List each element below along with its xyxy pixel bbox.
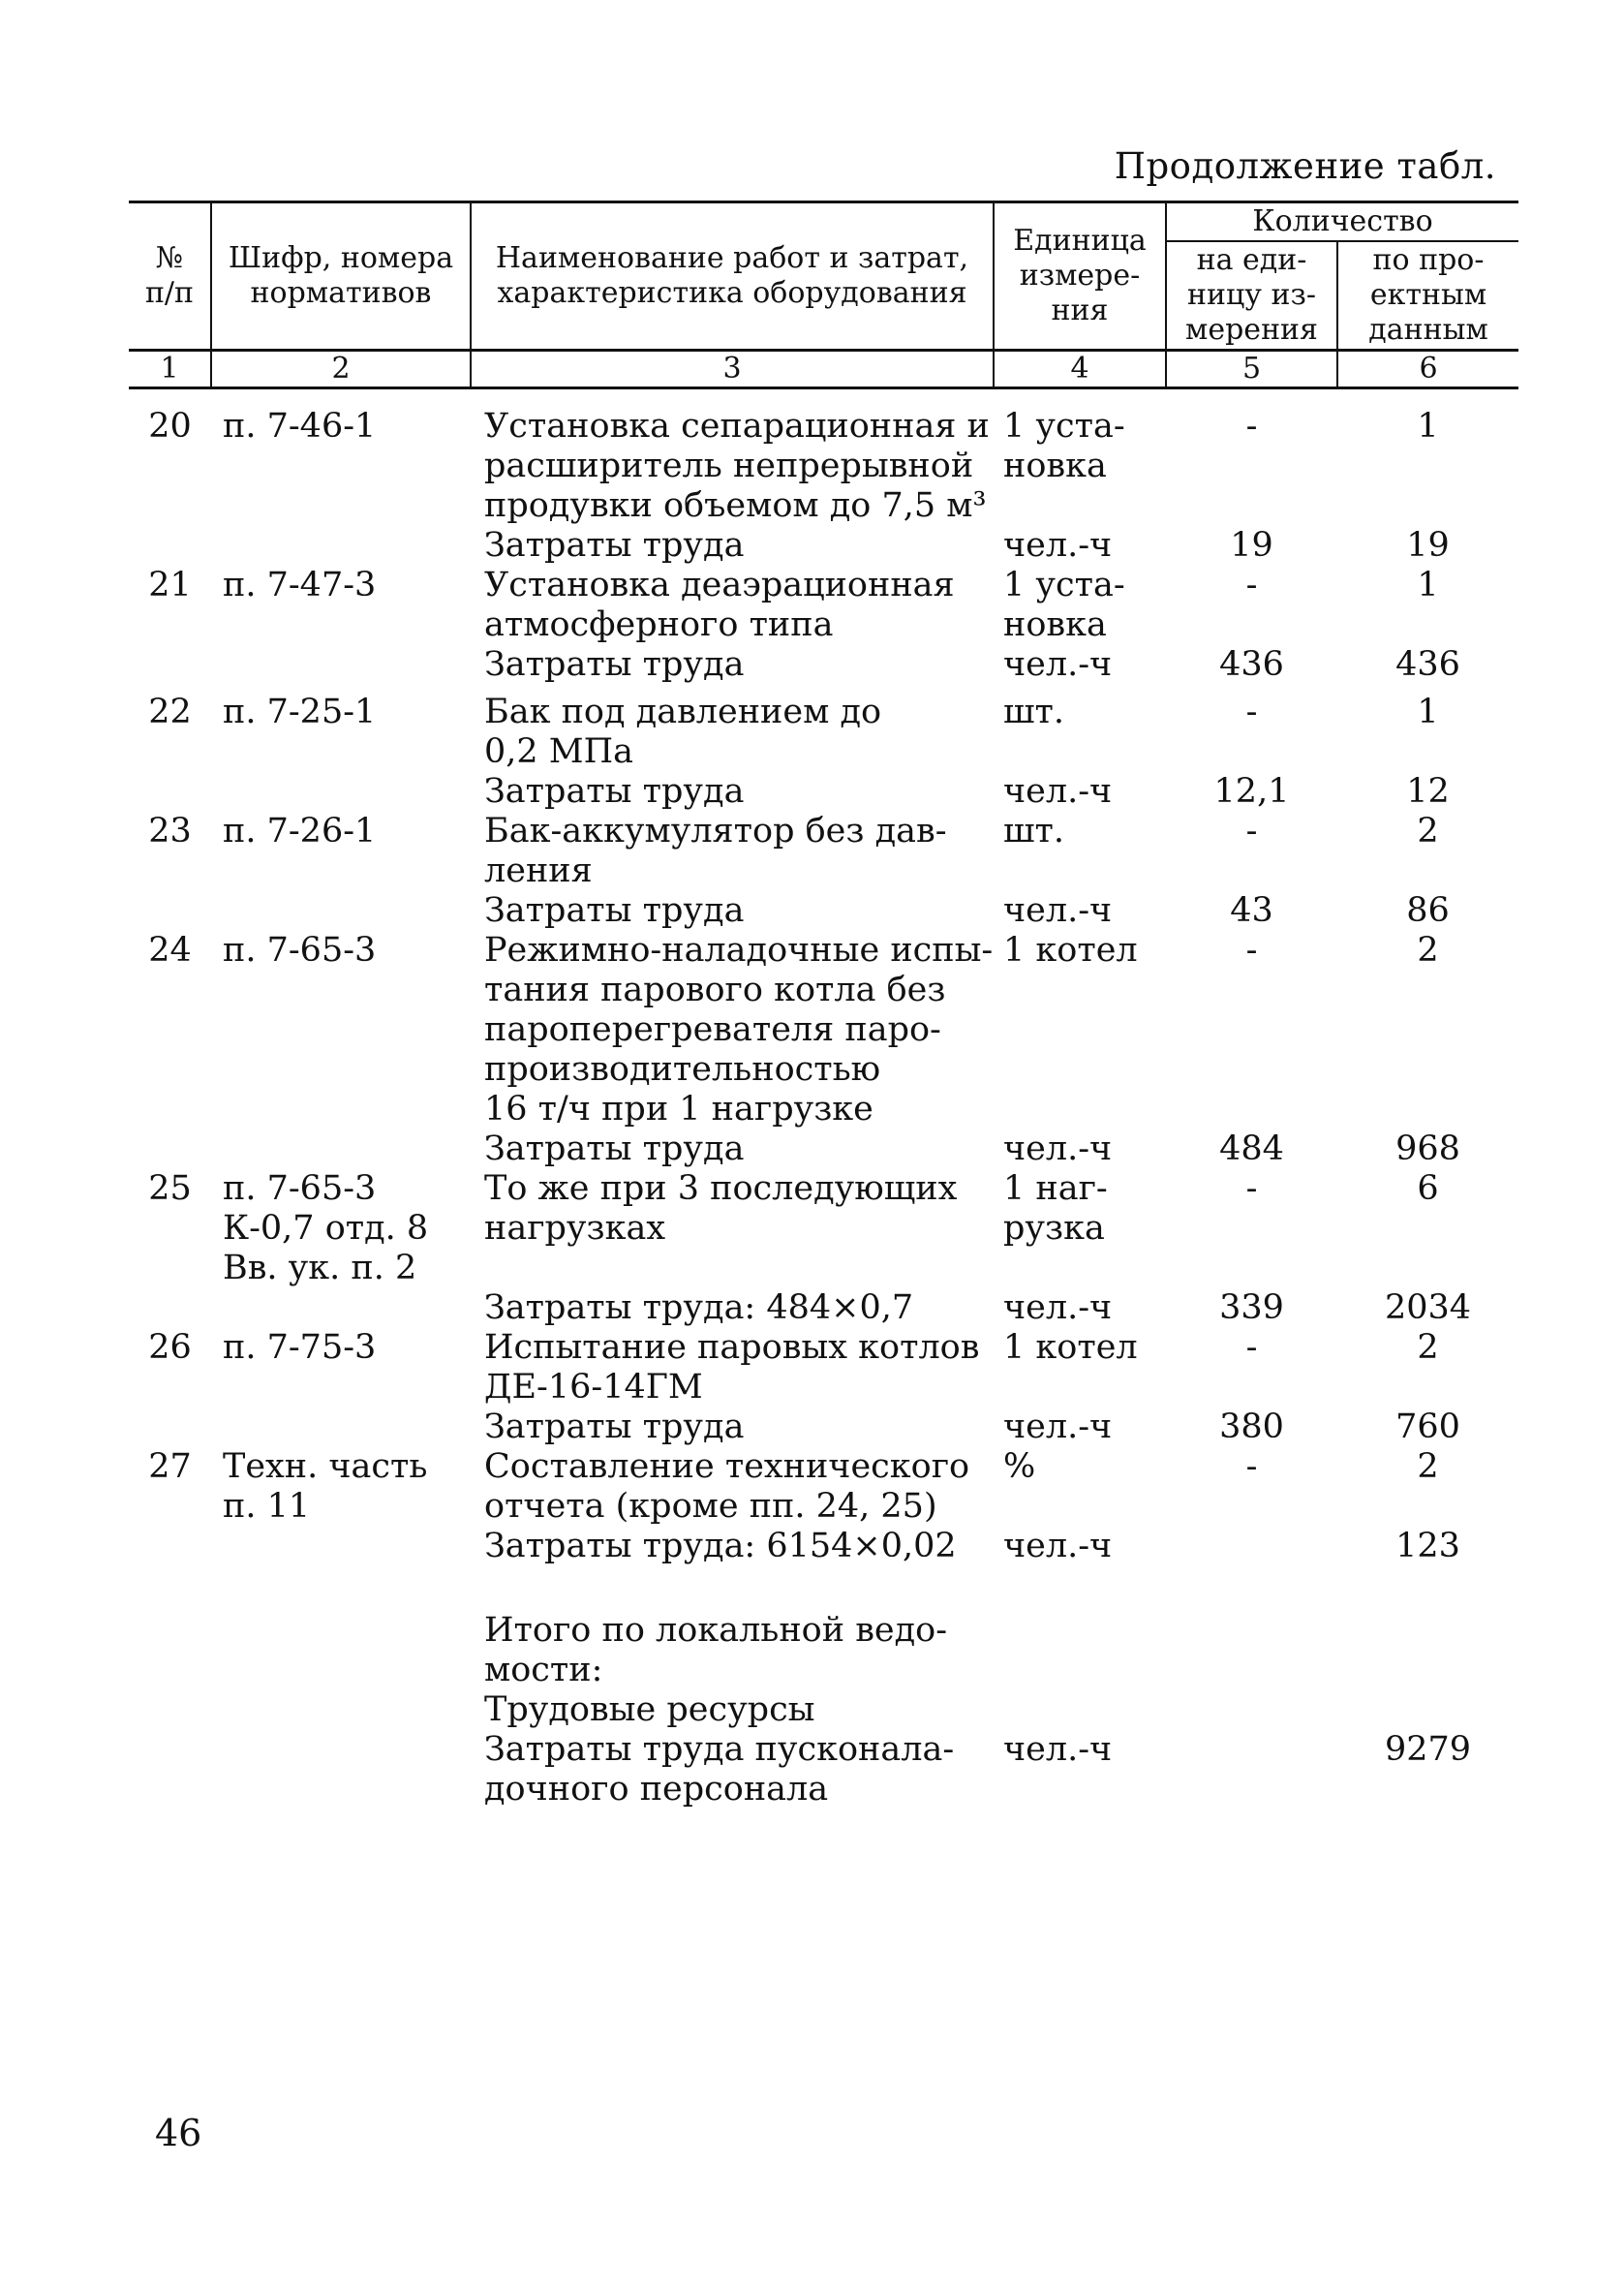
row-project: 6 <box>1417 1169 1439 1208</box>
row-unit-line: новка <box>1003 447 1107 485</box>
row-name-line: Затраты труда <box>484 645 745 684</box>
table-row <box>129 1447 1518 1527</box>
row-name-line: Затраты труда: 6154×0,02 <box>484 1527 957 1565</box>
row-name-line: Затраты труда <box>484 891 745 930</box>
row-number: 20 <box>148 407 192 446</box>
row-name-line: Затраты труда <box>484 1129 745 1168</box>
row-name-line: Режимно-наладочные испы- <box>484 931 994 970</box>
row-per-unit: - <box>1245 693 1258 731</box>
row-project: 9279 <box>1384 1730 1472 1769</box>
row-project: 2034 <box>1384 1288 1472 1327</box>
header-line: ектным <box>1369 278 1487 312</box>
row-name-line: Затраты труда пусконала- <box>484 1730 955 1769</box>
row-unit-line: чел.-ч <box>1003 891 1113 930</box>
row-code <box>211 1288 471 1328</box>
row-code-line: п. 7-65-3 <box>223 1169 377 1208</box>
row-unit-line: шт. <box>1003 812 1065 851</box>
row-number: 25 <box>148 1169 192 1208</box>
row-code-line: К-0,7 отд. 8 <box>223 1209 429 1248</box>
row-unit-line: чел.-ч <box>1003 1129 1113 1168</box>
table-row <box>129 526 1518 566</box>
row-name-line: отчета (кроме пп. 24, 25) <box>484 1487 937 1526</box>
table-row <box>129 1169 1518 1288</box>
row-name-line: Установка деаэрационная <box>484 566 955 604</box>
row-name-line: ДЕ-16-14ГМ <box>484 1368 703 1407</box>
row-unit-line: чел.-ч <box>1003 1730 1113 1769</box>
row-per-unit: - <box>1245 566 1258 604</box>
row-name <box>471 566 994 645</box>
row-number: 22 <box>148 693 192 731</box>
row-per-unit: 12,1 <box>1213 772 1290 811</box>
row-unit-line: чел.-ч <box>1003 1288 1113 1327</box>
row-name <box>471 1328 994 1407</box>
row-per-unit <box>1166 1527 1337 1566</box>
row-unit <box>994 566 1166 645</box>
row-name <box>471 1730 994 1810</box>
row-code <box>211 1129 471 1169</box>
row-project: 123 <box>1395 1527 1460 1565</box>
row-name-line: Трудовые ресурсы <box>484 1690 815 1729</box>
row-per-unit: 484 <box>1219 1129 1284 1168</box>
table-row <box>129 772 1518 812</box>
table-row <box>129 685 1518 772</box>
row-name-line: пароперегревателя паро- <box>484 1010 941 1049</box>
row-unit <box>994 812 1166 891</box>
row-number: 27 <box>148 1447 192 1486</box>
table-row <box>129 1527 1518 1566</box>
row-project: 1 <box>1417 407 1439 446</box>
row-name-line: Испытание паровых котлов <box>484 1328 980 1367</box>
row-code <box>211 812 471 891</box>
row-number: 21 <box>148 566 192 604</box>
row-code <box>211 685 471 772</box>
row-name-line: То же при 3 последующих <box>484 1169 958 1208</box>
header-number-6: 6 <box>1337 351 1518 388</box>
table-row <box>129 931 1518 1129</box>
row-name-line: 0,2 МПа <box>484 732 634 771</box>
row-unit <box>994 772 1166 812</box>
row-name <box>471 812 994 891</box>
row-unit-line: рузка <box>1003 1209 1105 1248</box>
row-number <box>129 891 211 931</box>
row-code <box>211 1447 471 1527</box>
row-name <box>471 685 994 772</box>
row-unit <box>994 526 1166 566</box>
header-line: ницу из- <box>1187 278 1316 312</box>
header-project <box>1337 241 1518 351</box>
row-code <box>211 931 471 1129</box>
row-name-line: расширитель непрерывной <box>484 447 974 485</box>
header-line: измере- <box>1019 259 1141 293</box>
row-number: 24 <box>148 931 192 970</box>
row-unit <box>994 645 1166 685</box>
row-number: 23 <box>148 812 192 851</box>
header-line: мерения <box>1185 313 1318 347</box>
row-name <box>471 1566 994 1730</box>
row-name-line: нагрузках <box>484 1209 666 1248</box>
row-number <box>129 1730 211 1810</box>
row-project <box>1337 1566 1518 1730</box>
row-project: 1 <box>1417 693 1439 731</box>
header-unit <box>994 202 1166 351</box>
row-code-line: п. 7-47-3 <box>223 566 377 604</box>
row-project: 19 <box>1406 526 1450 565</box>
row-name-line: мости: <box>484 1651 603 1689</box>
row-code <box>211 1328 471 1407</box>
row-name-line: Затраты труда <box>484 772 745 811</box>
header-number-1: 1 <box>129 351 211 388</box>
row-name-line: Затраты труда <box>484 1407 745 1446</box>
row-unit-line: шт. <box>1003 693 1065 731</box>
row-code-line: п. 7-26-1 <box>223 812 377 851</box>
header-line: Шифр, номера <box>228 241 454 275</box>
table-row <box>129 1407 1518 1447</box>
row-per-unit: - <box>1245 812 1258 851</box>
row-name <box>471 1407 994 1447</box>
row-unit <box>994 891 1166 931</box>
row-per-unit <box>1166 1566 1337 1730</box>
row-code-line: п. 7-25-1 <box>223 693 377 731</box>
table-row <box>129 812 1518 891</box>
row-name-line: атмосферного типа <box>484 605 834 644</box>
row-name-line: дочного персонала <box>484 1770 829 1809</box>
row-project: 2 <box>1417 812 1439 851</box>
header-line: характеристика оборудования <box>497 276 967 310</box>
row-code-line: п. 11 <box>223 1487 311 1526</box>
row-name <box>471 1447 994 1527</box>
row-number: 26 <box>148 1328 192 1367</box>
row-code-line: п. 7-65-3 <box>223 931 377 970</box>
header-number-5: 5 <box>1166 351 1337 388</box>
row-unit <box>994 1328 1166 1407</box>
row-name-line: Составление технического <box>484 1447 970 1486</box>
table-row <box>129 1730 1518 1810</box>
row-project: 968 <box>1395 1129 1460 1168</box>
row-name-line: производительностью <box>484 1050 881 1089</box>
row-name <box>471 931 994 1129</box>
row-code <box>211 1527 471 1566</box>
row-code-line: Вв. ук. п. 2 <box>223 1249 417 1287</box>
row-project: 436 <box>1395 645 1460 684</box>
row-name-line: Итого по локальной ведо- <box>484 1611 948 1650</box>
row-name-line: 16 т/ч при 1 нагрузке <box>484 1090 873 1129</box>
row-project: 2 <box>1417 1447 1439 1486</box>
table-header <box>129 201 1518 389</box>
row-code-line: п. 7-46-1 <box>223 407 377 446</box>
row-name-line: Затраты труда <box>484 526 745 565</box>
row-unit <box>994 1527 1166 1566</box>
table-body <box>129 407 1518 1810</box>
row-number <box>129 645 211 685</box>
row-project: 2 <box>1417 1328 1439 1367</box>
row-code <box>211 407 471 526</box>
row-number <box>129 1566 211 1730</box>
row-unit <box>994 1407 1166 1447</box>
row-per-unit: 339 <box>1219 1288 1284 1327</box>
row-unit-line: чел.-ч <box>1003 526 1113 565</box>
row-per-unit: - <box>1245 1328 1258 1367</box>
row-code <box>211 1407 471 1447</box>
row-per-unit: 436 <box>1219 645 1284 684</box>
row-code <box>211 566 471 645</box>
page-number: 46 <box>155 2112 202 2154</box>
row-unit-line: чел.-ч <box>1003 1407 1113 1446</box>
row-code-line: Техн. часть <box>223 1447 428 1486</box>
row-unit-line: новка <box>1003 605 1107 644</box>
row-number <box>129 1527 211 1566</box>
row-project: 1 <box>1417 566 1439 604</box>
row-unit <box>994 1169 1166 1288</box>
row-unit-line: 1 котел <box>1003 1328 1138 1367</box>
header-per-unit <box>1166 241 1337 351</box>
row-name <box>471 1527 994 1566</box>
header-line: ния <box>1051 294 1109 327</box>
header-number-2: 2 <box>211 351 471 388</box>
row-unit-line: чел.-ч <box>1003 645 1113 684</box>
table-row <box>129 1129 1518 1169</box>
row-number <box>129 1407 211 1447</box>
header-code <box>211 202 471 351</box>
row-project: 12 <box>1406 772 1450 811</box>
row-number <box>129 526 211 566</box>
row-name-line: Бак-аккумулятор без дав- <box>484 812 947 851</box>
row-project: 86 <box>1406 891 1450 930</box>
table-row <box>129 566 1518 645</box>
row-name-line: Затраты труда: 484×0,7 <box>484 1288 914 1327</box>
header-line: по про- <box>1372 243 1485 277</box>
header-no <box>129 202 211 351</box>
header-line: Единица <box>1013 224 1147 258</box>
table-row <box>129 1288 1518 1328</box>
row-unit-line: 1 уста- <box>1003 566 1125 604</box>
row-unit <box>994 1566 1166 1730</box>
row-unit <box>994 1730 1166 1810</box>
row-unit <box>994 1129 1166 1169</box>
row-per-unit: 19 <box>1230 526 1273 565</box>
table-row <box>129 1328 1518 1407</box>
row-name <box>471 645 994 685</box>
row-unit <box>994 931 1166 1129</box>
row-unit-line: 1 наг- <box>1003 1169 1108 1208</box>
table-row <box>129 1566 1518 1730</box>
row-name <box>471 1129 994 1169</box>
row-name-line: Бак под давлением до <box>484 693 882 731</box>
row-name <box>471 1169 994 1288</box>
row-project: 760 <box>1395 1407 1460 1446</box>
header-number-4: 4 <box>994 351 1166 388</box>
row-code <box>211 526 471 566</box>
header-number-3: 3 <box>471 351 994 388</box>
row-unit <box>994 1288 1166 1328</box>
row-name <box>471 891 994 931</box>
row-name-line: тания парового котла без <box>484 971 946 1009</box>
row-code <box>211 1566 471 1730</box>
table-row <box>129 645 1518 685</box>
row-per-unit: - <box>1245 407 1258 446</box>
header-line: Наименование работ и затрат, <box>495 241 969 275</box>
table-continuation-caption: Продолжение табл. <box>1114 145 1496 187</box>
row-name <box>471 526 994 566</box>
row-number <box>129 1288 211 1328</box>
row-per-unit <box>1166 1730 1337 1810</box>
row-code-line: п. 7-75-3 <box>223 1328 377 1367</box>
table-row <box>129 407 1518 526</box>
row-per-unit: - <box>1245 1447 1258 1486</box>
row-unit-line: % <box>1003 1447 1036 1486</box>
row-unit <box>994 1447 1166 1527</box>
row-per-unit: - <box>1245 1169 1258 1208</box>
row-code <box>211 891 471 931</box>
row-per-unit: 43 <box>1230 891 1273 930</box>
row-per-unit: 380 <box>1219 1407 1284 1446</box>
row-code <box>211 645 471 685</box>
row-number <box>129 1129 211 1169</box>
row-name <box>471 1288 994 1328</box>
header-quantity: Количество <box>1166 202 1518 242</box>
header-line: п/п <box>144 276 195 310</box>
row-unit <box>994 685 1166 772</box>
row-unit-line: 1 уста- <box>1003 407 1125 446</box>
row-unit <box>994 407 1166 526</box>
header-name <box>471 202 994 351</box>
row-unit-line: чел.-ч <box>1003 772 1113 811</box>
row-unit-line: чел.-ч <box>1003 1527 1113 1565</box>
row-unit-line: 1 котел <box>1003 931 1138 970</box>
row-code <box>211 772 471 812</box>
row-code <box>211 1169 471 1288</box>
header-line: № <box>155 241 184 275</box>
row-name-line: продувки объемом до 7,5 м³ <box>484 486 987 525</box>
row-per-unit: - <box>1245 931 1258 970</box>
row-code <box>211 1730 471 1810</box>
row-name <box>471 772 994 812</box>
table-row <box>129 891 1518 931</box>
header-line: данным <box>1368 313 1488 347</box>
row-project: 2 <box>1417 931 1439 970</box>
row-name-line: Установка сепарационная и <box>484 407 990 446</box>
row-name-line: ления <box>484 851 593 890</box>
header-line: нормативов <box>250 276 432 310</box>
row-name <box>471 407 994 526</box>
header-line: на еди- <box>1196 243 1307 277</box>
row-number <box>129 772 211 812</box>
